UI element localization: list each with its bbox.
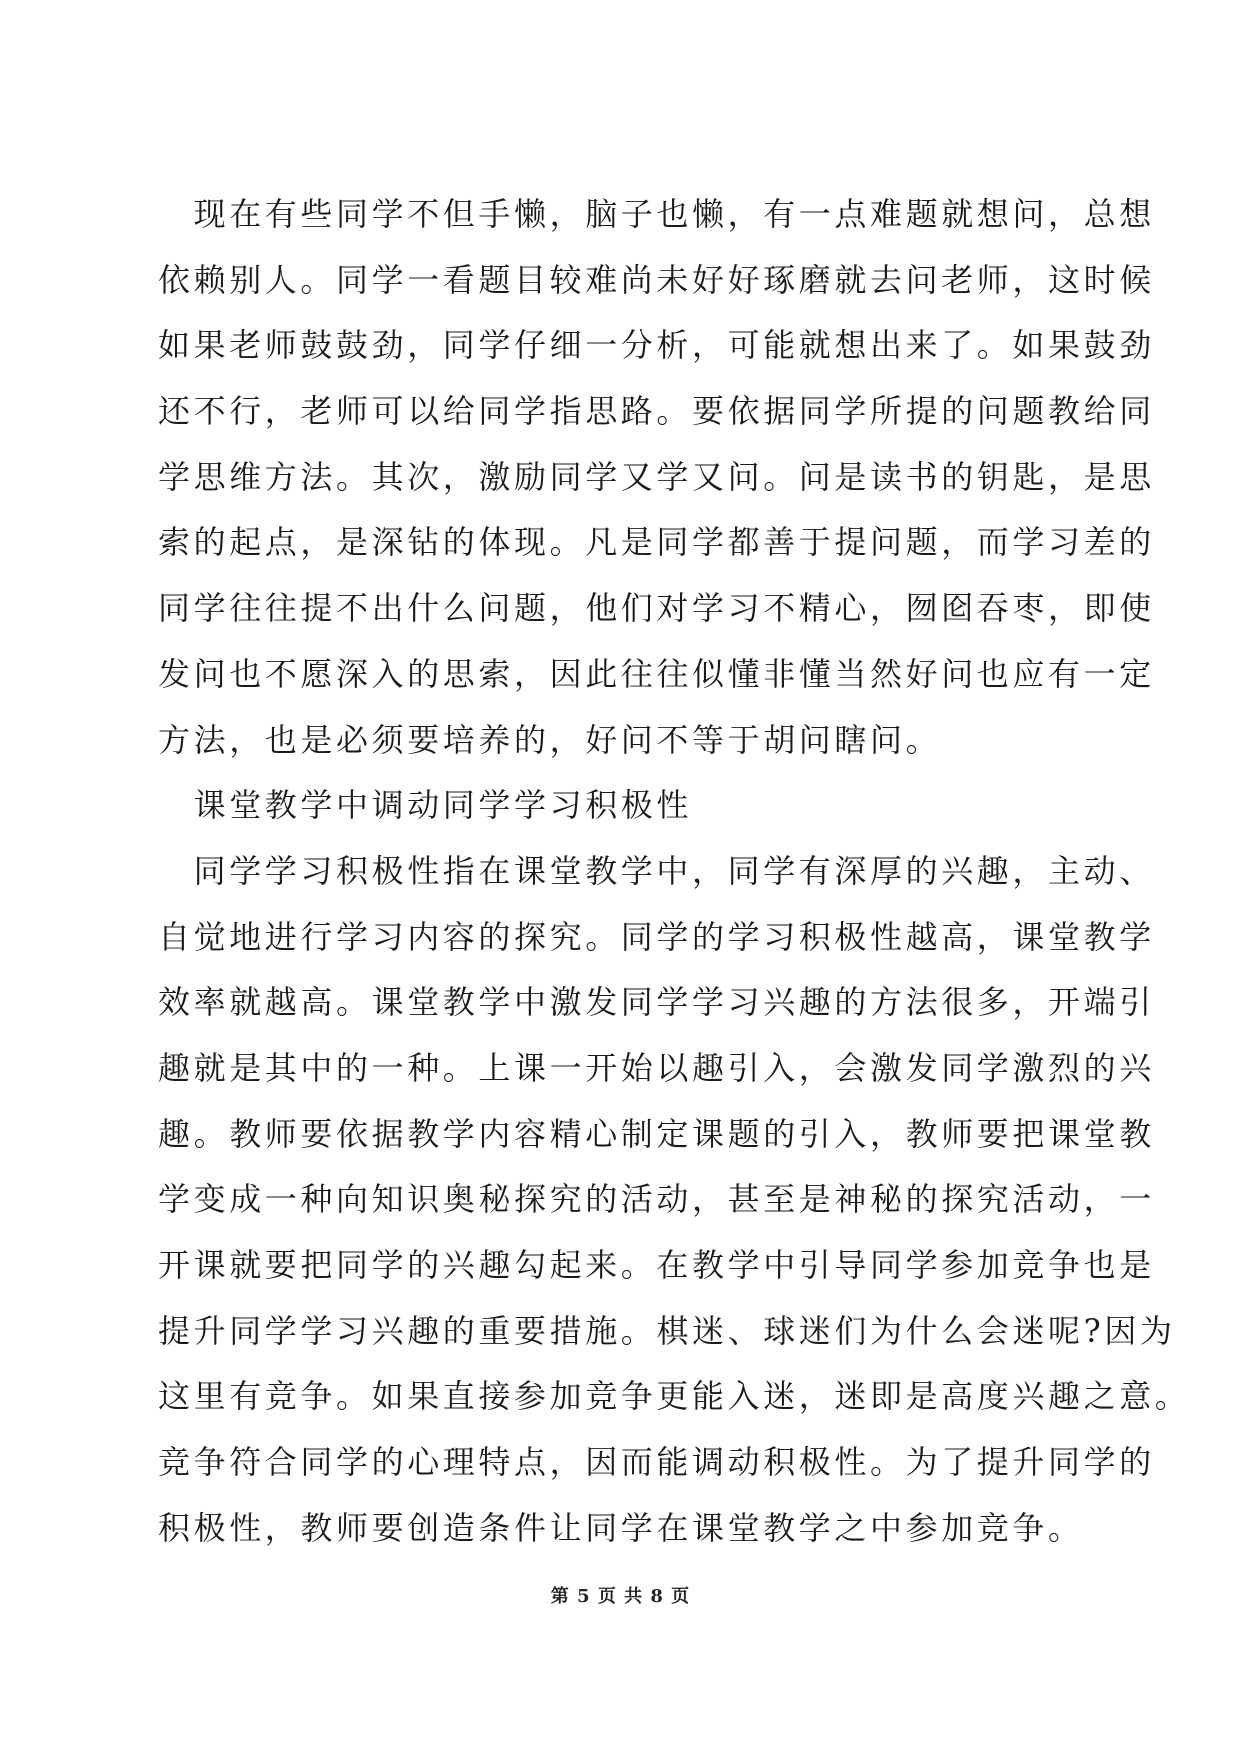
text-line: 同学往往提不出什么问题，他们对学习不精心，囫囵吞枣，即使 (158, 589, 1155, 628)
text-line: 学变成一种向知识奥秘探究的活动，甚至是神秘的探究活动，一 (158, 1180, 1155, 1219)
text-line: 现在有些同学不但手懒，脑子也懒，有一点难题就想问，总想 (158, 195, 1155, 233)
text-line: 发问也不愿深入的思索，因此往往似懂非懂当然好问也应有一定 (158, 654, 1155, 693)
text-line: 提升同学学习兴趣的重要措施。棋迷、球迷们为什么会迷呢?因为 (158, 1311, 1176, 1350)
page-number-footer: 第 5 页 共 8 页 (550, 1586, 691, 1607)
text-line: 开课就要把同学的兴趣勾起来。在教学中引导同学参加竞争也是 (158, 1246, 1155, 1284)
text-line: 自觉地进行学习内容的探究。同学的学习积极性越高，课堂教学 (158, 917, 1155, 956)
text-line: 竞争符合同学的心理特点，因而能调动积极性。为了提升同学的 (158, 1443, 1155, 1482)
text-line: 趣。教师要依据教学内容精心制定课题的引入，教师要把课堂教 (158, 1114, 1155, 1153)
text-line: 索的起点，是深钻的体现。凡是同学都善于提问题，而学习差的 (158, 523, 1155, 562)
text-line: 积极性，教师要创造条件让同学在课堂教学之中参加竞争。 (158, 1508, 1084, 1547)
text-line: 同学学习积极性指在课堂教学中，同学有深厚的兴趣，主动、 (158, 851, 1155, 890)
text-line: 方法，也是必须要培养的，好问不等于胡问瞎问。 (158, 720, 942, 759)
text-line: 如果老师鼓鼓劲，同学仔细一分析，可能就想出来了。如果鼓劲 (158, 326, 1155, 365)
text-line: 学思维方法。其次，激励同学又学又问。问是读书的钥匙，是思 (158, 457, 1155, 496)
text-line: 还不行，老师可以给同学指思路。要依据同学所提的问题教给同 (158, 392, 1155, 431)
text-line: 趣就是其中的一种。上课一开始以趣引入，会激发同学激烈的兴 (158, 1048, 1155, 1087)
section-heading: 课堂教学中调动同学学习积极性 (158, 786, 693, 825)
body-text (158, 182, 1191, 1561)
text-line: 依赖别人。同学一看题目较难尚未好好琢磨就去问老师，这时候 (158, 260, 1155, 299)
text-line: 这里有竞争。如果直接参加竞争更能入迷，迷即是高度兴趣之意。 (158, 1377, 1191, 1416)
text-line: 效率就越高。课堂教学中激发同学学习兴趣的方法很多，开端引 (158, 983, 1155, 1022)
